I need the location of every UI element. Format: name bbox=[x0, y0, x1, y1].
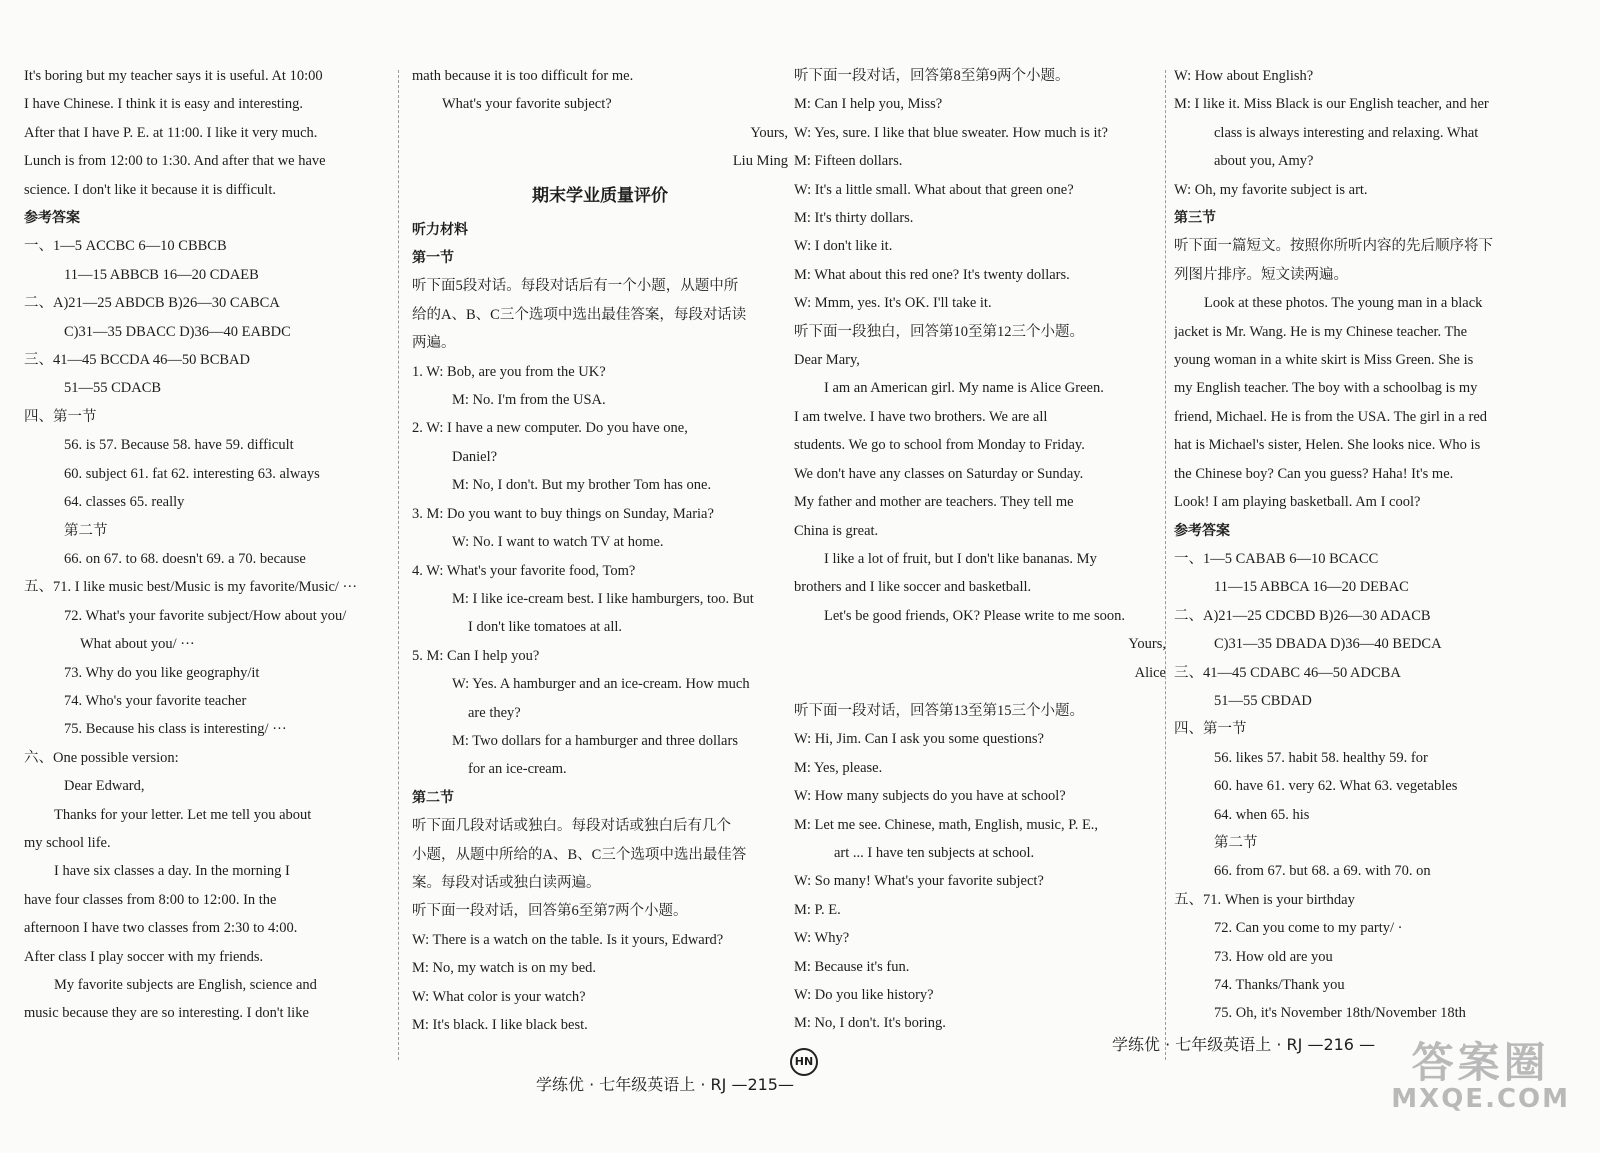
text-line: Daniel? bbox=[452, 448, 498, 465]
text-line: 六、One possible version: bbox=[24, 749, 179, 766]
text-line: math because it is too difficult for me. bbox=[412, 68, 634, 84]
text-line: Lunch is from 12:00 to 1:30. And after that we have bbox=[24, 153, 326, 170]
text-line: 51—55 CBDAD bbox=[1214, 692, 1312, 709]
text-line: W: So many! What's your favorite subject? bbox=[794, 873, 1044, 890]
column-2 bbox=[412, 62, 788, 1082]
text-line: 小题，从题中所给的A、B、C三个选项中选出最佳答 bbox=[412, 846, 747, 863]
watermark-line-1: 答案圈 bbox=[1411, 1038, 1550, 1087]
text-line: for an ice-cream. bbox=[468, 761, 567, 778]
text-line: M: Fifteen dollars. bbox=[794, 153, 903, 170]
text-line: 56. is 57. Because 58. have 59. difficult bbox=[64, 437, 294, 454]
text-line: I am an American girl. My name is Alice Green. bbox=[824, 380, 1104, 397]
text-line: 66. from 67. but 68. a 69. with 70. on bbox=[1214, 863, 1431, 880]
text-line: 参考答案 bbox=[1174, 522, 1230, 539]
text-line: W: It's a little small. What about that green one? bbox=[794, 181, 1074, 198]
text-line: have four classes from 8:00 to 12:00. In the bbox=[24, 891, 277, 908]
text-line: M: Yes, please. bbox=[794, 759, 883, 776]
column-1 bbox=[24, 62, 386, 1082]
text-line: 听下面5段对话。每段对话后有一个小题，从题中所 bbox=[412, 278, 739, 295]
text-line: 听下面一段对话，回答第6至第7两个小题。 bbox=[412, 903, 688, 920]
hn-logo-badge: HN bbox=[790, 1048, 818, 1076]
text-line: friend, Michael. He is from the USA. The girl in a red bbox=[1174, 408, 1488, 425]
page-footer-right: 学练优 · 七年级英语上 · RJ —216 — bbox=[1112, 1035, 1376, 1054]
text-line: 74. Thanks/Thank you bbox=[1214, 977, 1345, 993]
text-line: C)31—35 DBACC D)36—40 EABDC bbox=[64, 323, 291, 340]
text-line: my school life. bbox=[24, 834, 111, 851]
text-line: 三、41—45 CDABC 46—50 ADCBA bbox=[1174, 664, 1401, 681]
text-line: W: How about English? bbox=[1174, 68, 1314, 84]
text-line: 75. Because his class is interesting/ ··· bbox=[64, 721, 287, 738]
text-line: Thanks for your letter. Let me tell you about bbox=[54, 806, 312, 823]
text-line: I am twelve. I have two brothers. We are all bbox=[794, 408, 1048, 425]
text-line: W: Mmm, yes. It's OK. I'll take it. bbox=[794, 295, 992, 312]
text-line: My favorite subjects are English, science and bbox=[54, 977, 317, 993]
text-line: 56. likes 57. habit 58. healthy 59. for bbox=[1214, 749, 1428, 766]
text-line: M: I like ice-cream best. I like hamburgers, too. But bbox=[452, 590, 754, 607]
text-line: 两遍。 bbox=[412, 335, 456, 352]
text-line: W: Do you like history? bbox=[794, 987, 934, 1003]
text-line: 75. Oh, it's November 18th/November 18th bbox=[1214, 1005, 1466, 1022]
text-line: M: No, my watch is on my bed. bbox=[412, 960, 597, 977]
text-line: 二、A)21—25 CDCBD B)26—30 ADACB bbox=[1174, 607, 1431, 624]
text-line: It's boring but my teacher says it is useful. At 10:00 bbox=[24, 68, 323, 84]
text-line: 4. W: What's your favorite food, Tom? bbox=[412, 562, 636, 579]
text-line: 参考答案 bbox=[24, 210, 80, 227]
text-line: W: I don't like it. bbox=[794, 238, 893, 255]
text-line: China is great. bbox=[794, 522, 879, 539]
text-line: I don't like tomatoes at all. bbox=[468, 619, 623, 636]
text-line: 四、第一节 bbox=[1174, 721, 1247, 738]
text-line: Dear Edward, bbox=[64, 778, 145, 795]
text-line: M: I like it. Miss Black is our English teacher, and her bbox=[1174, 96, 1489, 113]
text-line: 51—55 CDACB bbox=[64, 380, 162, 397]
text-line: 11—15 ABBCB 16—20 CDAEB bbox=[64, 266, 259, 283]
text-line: After class I play soccer with my friends. bbox=[24, 948, 264, 965]
text-line: 11—15 ABBCA 16—20 DEBAC bbox=[1214, 579, 1409, 596]
text-line: science. I don't like it because it is difficult. bbox=[24, 181, 276, 198]
text-line: W: Hi, Jim. Can I ask you some questions? bbox=[794, 731, 1044, 748]
text-line: My father and mother are teachers. They tell me bbox=[794, 494, 1074, 511]
text-line: 听下面一篇短文。按照你所听内容的先后顺序将下 bbox=[1174, 238, 1493, 255]
text-line: Let's be good friends, OK? Please write to me soon. bbox=[824, 607, 1126, 624]
text-line: class is always interesting and relaxing. What bbox=[1214, 124, 1479, 141]
text-line: Liu Ming bbox=[732, 153, 788, 170]
text-line: 一、1—5 CABAB 6—10 BCACC bbox=[1174, 550, 1379, 567]
text-line: W: How many subjects do you have at school? bbox=[794, 788, 1066, 805]
text-line: music because they are so interesting. I don't like bbox=[24, 1005, 309, 1022]
text-line: 73. How old are you bbox=[1214, 948, 1333, 965]
text-line: M: No, I don't. But my brother Tom has one. bbox=[452, 477, 712, 494]
column-divider bbox=[1165, 70, 1166, 1060]
text-line: about you, Amy? bbox=[1214, 153, 1314, 170]
text-line: young woman in a white skirt is Miss Green. She is bbox=[1174, 352, 1474, 369]
text-line: 听下面一段对话，回答第8至第9两个小题。 bbox=[794, 68, 1070, 84]
text-line: 五、71. When is your birthday bbox=[1174, 891, 1355, 908]
column-divider bbox=[398, 70, 399, 1060]
text-line: Dear Mary, bbox=[794, 352, 860, 369]
text-line: 给的A、B、C三个选项中选出最佳答案，每段对话读 bbox=[412, 306, 747, 323]
text-line: M: It's black. I like black best. bbox=[412, 1017, 588, 1033]
text-line: M: Because it's fun. bbox=[794, 958, 910, 975]
text-line: C)31—35 DBADA D)36—40 BEDCA bbox=[1214, 636, 1442, 653]
text-line: M: P. E. bbox=[794, 901, 841, 918]
text-line: W: Yes. A hamburger and an ice-cream. How much bbox=[452, 676, 750, 693]
text-line: 64. when 65. his bbox=[1214, 806, 1310, 823]
text-line: I have six classes a day. In the morning I bbox=[54, 863, 290, 880]
text-line: 期末学业质量评价 bbox=[532, 185, 668, 206]
text-line: 第二节 bbox=[412, 789, 454, 806]
watermark-logo bbox=[1391, 1030, 1570, 1114]
text-line: 第二节 bbox=[1214, 834, 1258, 851]
text-line: 四、第一节 bbox=[24, 408, 97, 425]
text-line: 听下面一段对话，回答第13至第15三个小题。 bbox=[794, 702, 1084, 719]
text-line: 60. have 61. very 62. What 63. vegetables bbox=[1214, 778, 1458, 795]
text-line: Alice bbox=[1134, 664, 1166, 681]
column-4 bbox=[1174, 62, 1560, 1082]
text-line: 三、41—45 BCCDA 46—50 BCBAD bbox=[24, 352, 250, 369]
text-line bbox=[794, 687, 1166, 697]
text-line: 60. subject 61. fat 62. interesting 63. always bbox=[64, 465, 320, 482]
text-line: 5. M: Can I help you? bbox=[412, 647, 540, 664]
text-line: M: Let me see. Chinese, math, English, music, P. E., bbox=[794, 816, 1099, 833]
text-line: 72. What's your favorite subject/How about you/ bbox=[64, 607, 347, 624]
text-line: 第三节 bbox=[1174, 210, 1216, 227]
text-line: 73. Why do you like geography/it bbox=[64, 664, 260, 681]
text-line: students. We go to school from Monday to Friday. bbox=[794, 437, 1085, 454]
text-line: M: It's thirty dollars. bbox=[794, 210, 914, 227]
text-line: M: What about this red one? It's twenty dollars. bbox=[794, 266, 1070, 283]
text-line: M: Can I help you, Miss? bbox=[794, 96, 943, 113]
text-line: 第二节 bbox=[64, 522, 108, 539]
text-line: my English teacher. The boy with a schoolbag is my bbox=[1174, 380, 1478, 397]
text-line: 听下面一段独白，回答第10至第12三个小题。 bbox=[794, 323, 1084, 340]
text-line: W: What color is your watch? bbox=[412, 988, 586, 1005]
text-line: 1. W: Bob, are you from the UK? bbox=[412, 363, 606, 380]
text-line: M: No, I don't. It's boring. bbox=[794, 1015, 946, 1032]
text-line: 3. M: Do you want to buy things on Sunday, Maria? bbox=[412, 505, 714, 522]
text-line: 五、71. I like music best/Music is my favorite/Music/ ··· bbox=[24, 579, 358, 596]
column-3 bbox=[794, 62, 1166, 1082]
text-line: art ... I have ten subjects at school. bbox=[834, 844, 1035, 861]
text-line: 案。每段对话或独白读两遍。 bbox=[412, 874, 601, 891]
text-line: W: No. I want to watch TV at home. bbox=[452, 534, 664, 551]
text-line: 64. classes 65. really bbox=[64, 494, 185, 511]
text-line: afternoon I have two classes from 2:30 to 4:00. bbox=[24, 920, 298, 937]
text-line: 2. W: I have a new computer. Do you have one, bbox=[412, 420, 688, 437]
text-line: M: No. I'm from the USA. bbox=[452, 392, 606, 409]
watermark-line-2: MXQE.COM bbox=[1391, 1084, 1570, 1114]
text-line: After that I have P. E. at 11:00. I like it very much. bbox=[24, 124, 318, 141]
text-line: 第一节 bbox=[412, 250, 454, 267]
text-line: 一、1—5 ACCBC 6—10 CBBCB bbox=[24, 238, 227, 255]
text-line: Look at these photos. The young man in a black bbox=[1204, 295, 1483, 312]
text-line: 二、A)21—25 ABDCB B)26—30 CABCA bbox=[24, 295, 280, 312]
text-line: W: Oh, my favorite subject is art. bbox=[1174, 181, 1368, 198]
text-line: 66. on 67. to 68. doesn't 69. a 70. because bbox=[64, 550, 306, 567]
text-line: I have Chinese. I think it is easy and interesting. bbox=[24, 96, 304, 113]
text-line: brothers and I like soccer and basketball. bbox=[794, 579, 1032, 596]
text-line: What about you/ ··· bbox=[80, 636, 195, 653]
text-line: are they? bbox=[468, 704, 521, 721]
text-line: What's your favorite subject? bbox=[442, 96, 612, 113]
text-line: W: Why? bbox=[794, 930, 850, 947]
text-line: 72. Can you come to my party/ · bbox=[1214, 920, 1403, 937]
text-line: 74. Who's your favorite teacher bbox=[64, 692, 247, 709]
text-line: jacket is Mr. Wang. He is my Chinese teacher. The bbox=[1174, 323, 1468, 340]
text-line: hat is Michael's sister, Helen. She looks nice. Who is bbox=[1174, 437, 1481, 454]
text-line: W: There is a watch on the table. Is it yours, Edward? bbox=[412, 931, 724, 948]
text-line: Yours, bbox=[750, 124, 788, 141]
text-line: 听下面几段对话或独白。每段对话或独白后有几个 bbox=[412, 818, 731, 835]
text-line: M: Two dollars for a hamburger and three dollars bbox=[452, 732, 738, 749]
text-line: 听力材料 bbox=[412, 221, 468, 238]
text-line: I like a lot of fruit, but I don't like bananas. My bbox=[824, 550, 1097, 567]
text-line: Yours, bbox=[1128, 636, 1166, 653]
text-line: 列图片排序。短文读两遍。 bbox=[1174, 266, 1348, 283]
text-line: W: Yes, sure. I like that blue sweater. How much is it? bbox=[794, 124, 1108, 141]
text-line: Look! I am playing basketball. Am I cool? bbox=[1174, 494, 1421, 511]
text-line: the Chinese boy? Can you guess? Haha! It's me. bbox=[1174, 465, 1454, 482]
page-footer-left: 学练优 · 七年级英语上 · RJ —215— bbox=[536, 1075, 794, 1094]
text-line: We don't have any classes on Saturday or Sunday. bbox=[794, 465, 1084, 482]
